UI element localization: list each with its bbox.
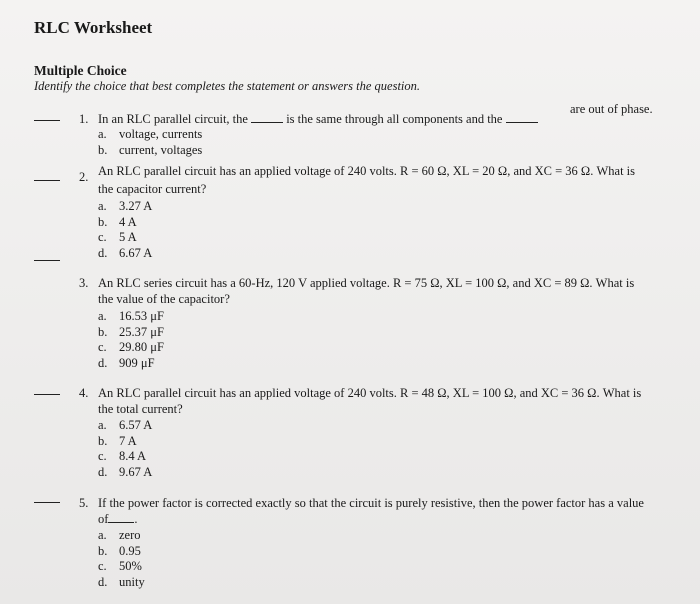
option-text: 16.53 μF <box>119 309 164 323</box>
option-letter: d. <box>98 574 108 589</box>
question-number: 2. <box>79 170 89 184</box>
option-text: 9.67 A <box>119 464 153 479</box>
option-text: 5 A <box>119 230 137 245</box>
option-text: 25.37 μF <box>119 324 164 339</box>
option-letter: b. <box>98 214 108 229</box>
question-number: 4. <box>79 386 89 400</box>
option-text: 0.95 <box>119 543 141 558</box>
question-text: An RLC parallel circuit has an applied voltage of 240 volts. R = 60 Ω, XL = 20 Ω, and XC = 36 Ω. What is <box>98 164 636 178</box>
option-letter: b. <box>98 543 108 558</box>
option-letter: a. <box>98 309 107 323</box>
question-text: the value of the capacitor? <box>98 292 230 306</box>
section-heading: Multiple Choice <box>34 63 127 78</box>
option-text: zero <box>119 528 141 542</box>
option-letter: b. <box>98 324 108 339</box>
option-letter: b. <box>98 433 108 448</box>
question-text: An RLC parallel circuit has an applied voltage of 240 volts. R = 48 Ω, XL = 100 Ω, and XC = 36 Ω. What is <box>98 386 642 400</box>
question-text-part: In an RLC parallel circuit, the <box>98 112 248 126</box>
question-number: 3. <box>79 276 89 290</box>
option-text: 8.4 A <box>119 449 147 464</box>
answer-blank[interactable] <box>34 180 60 181</box>
option-text: 50% <box>119 559 142 574</box>
question-text: the capacitor current? <box>98 182 207 196</box>
option-letter: c. <box>98 340 107 355</box>
option-text: 29.80 μF <box>119 340 164 355</box>
answer-blank[interactable] <box>34 120 60 121</box>
answer-blank[interactable] <box>34 502 60 503</box>
option-text: 6.57 A <box>119 418 153 432</box>
option-text: voltage, currents <box>119 127 203 141</box>
question-text-part: are out of phase. <box>570 102 653 116</box>
question-text: If the power factor is corrected exactly so that the circuit is purely resistive, then the power factor has a value <box>98 496 644 510</box>
instructions: Identify the choice that best completes the statement or answers the question. <box>34 79 421 93</box>
question-text: An RLC series circuit has a 60-Hz, 120 V applied voltage. R = 75 Ω, XL = 100 Ω, and XC = 89 Ω. What is <box>98 276 635 290</box>
page-title: RLC Worksheet <box>34 18 153 37</box>
question-number: 5. <box>79 496 89 510</box>
fill-in-blank <box>506 112 538 123</box>
answer-blank[interactable] <box>34 394 60 395</box>
fill-in-blank <box>251 112 283 123</box>
question-text <box>98 512 692 528</box>
question-number: 1. <box>79 112 89 126</box>
fill-in-blank <box>108 512 134 523</box>
option-letter: c. <box>98 449 107 464</box>
option-letter: d. <box>98 355 108 370</box>
option-letter: c. <box>98 559 107 574</box>
answer-blank[interactable] <box>34 260 60 261</box>
question-text-part: is the same through all components and the <box>286 112 503 126</box>
question-text-part: of <box>98 512 109 526</box>
option-text: unity <box>119 574 145 589</box>
question-text: the total current? <box>98 402 183 416</box>
option-text: 6.67 A <box>119 245 153 260</box>
option-letter: a. <box>98 127 107 141</box>
option-letter: d. <box>98 245 108 260</box>
option-letter: a. <box>98 199 107 213</box>
option-text: 909 μF <box>119 355 155 370</box>
option-letter: a. <box>98 528 107 542</box>
question-text-part: . <box>134 512 138 526</box>
option-letter: d. <box>98 464 108 479</box>
option-text: 4 A <box>119 214 137 229</box>
option-text: 3.27 A <box>119 199 153 213</box>
option-letter: a. <box>98 418 107 432</box>
option-letter: c. <box>98 230 107 245</box>
option-text: 7 A <box>119 433 137 448</box>
option-text: current, voltages <box>119 142 203 157</box>
option-letter: b. <box>98 142 108 157</box>
